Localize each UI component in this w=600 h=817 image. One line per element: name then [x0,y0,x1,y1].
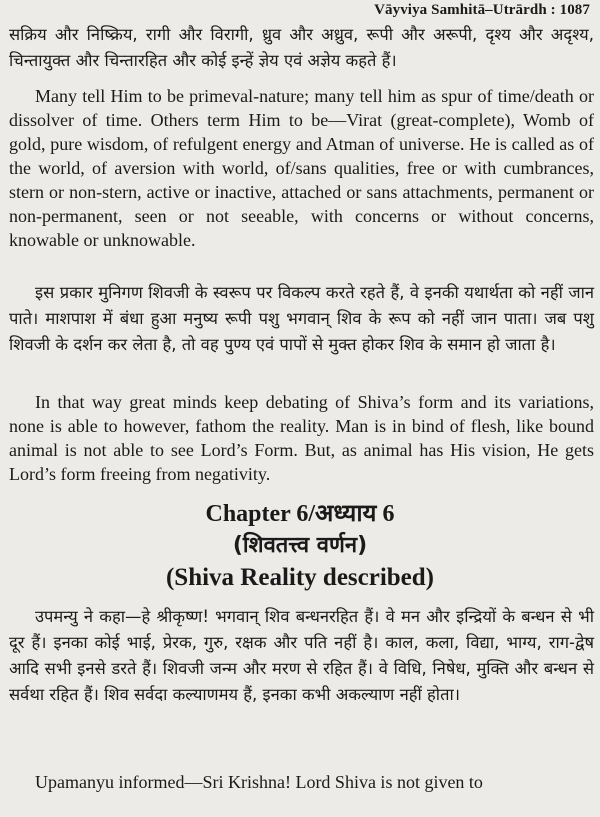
english-paragraph-2: In that way great minds keep debating of Shiva’s form and its variations, none is able to however, fathom the reality. Man is in bind of flesh, like bound animal is not able to see Lord’s Form. But, as animal has His vision, He gets Lord’s form freeing from negativity. [9,392,594,484]
chapter-subtitle-hindi: (शिवतत्त्व वर्णन) [232,533,368,558]
hindi-paragraph-2: इस प्रकार मुनिगण शिवजी के स्वरूप पर विकल्प करते रहते हैं, वे इनकी यथार्थता को नहीं जान पाते। माशपाश में बंधा हुआ मनुष्य रूपी पशु भगवान् शिव के रूप को नहीं जान पाता। जब पशु शिवजी के दर्शन कर लेता है, तो वह पुण्य एवं पापों से मुक्त होकर शिव के समान हो जाता है। [9,283,594,354]
english-paragraph-1: Many tell Him to be primeval-nature; many tell him as spur of time/death or dissolver of time. Others term Him to be—Virat (great-complete), Womb of gold, pure wisdom, of refulgent energy and Atman of universe. He is called as of the world, of aversion with world, of/sans qualities, free or with cumbrances, stern or non-stern, active or inactive, attached or sans attachments, permanent or non-permanent, seen or not seeable, with concerns or without concerns, knowable or unknowable. [9,86,594,250]
chapter-subtitle-english: (Shiva Reality described) [165,564,435,591]
hindi-paragraph-1: सक्रिय और निष्क्रिय, रागी और विरागी, ध्रुव और अध्रुव, रूपी और अरूपी, दृश्य और अदृश्य, चिन्तायुक्त और चिन्तारहित और कोई इन्हें ज्ञेय एवं अज्ञेय कहते हैं। [9,25,594,70]
english-paragraph-3: Upamanyu informed—Sri Krishna! Lord Shiva is not given to [35,772,483,792]
running-head: Vāyviya Samhitā–Utrārdh : 1087 [374,2,590,18]
hindi-paragraph-3: उपमन्यु ने कहा—हे श्रीकृष्ण! भगवान् शिव बन्धनरहित हैं। वे मन और इन्द्रियों के बन्धन से भी दूर हैं। इनका कोई भाई, प्रेरक, गुरु, रक्षक और पति नहीं है। काल, कला, विद्या, भाग्य, राग-द्वेष आदि सभी इनसे डरते हैं। शिवजी जन्म और मरण से रहित हैं। वे विधि, निषेध, मुक्ति और बन्धन से सर्वथा रहित हैं। शिव सर्वदा कल्याणमय हैं, इनका कभी अकल्याण नहीं होता। [9,607,594,704]
chapter-heading: Chapter 6/अध्याय 6 [205,501,395,527]
